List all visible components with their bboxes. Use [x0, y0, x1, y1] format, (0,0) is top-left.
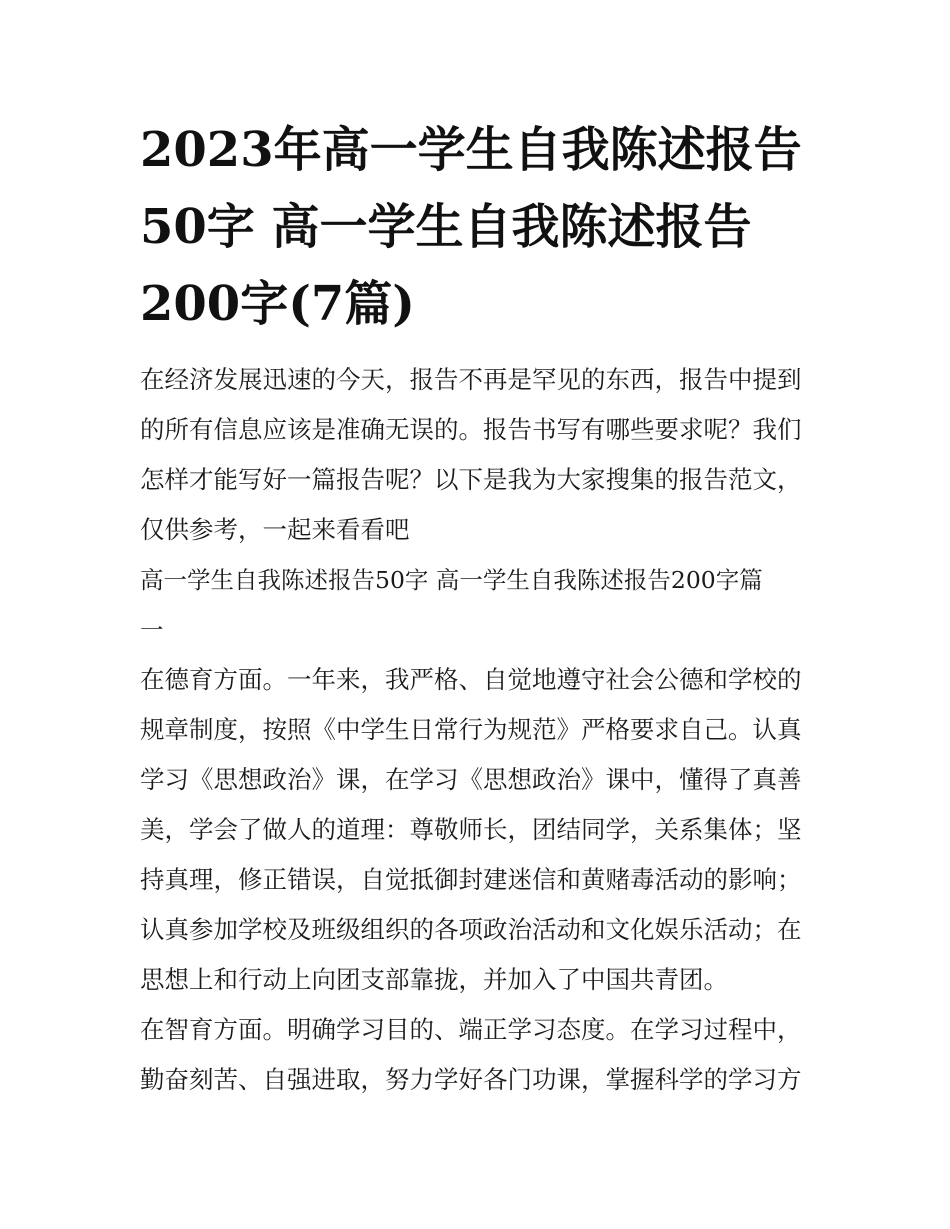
text-line: 的所有信息应该是准确无误的。报告书写有哪些要求呢？我们 — [140, 415, 802, 444]
section-heading — [140, 555, 830, 655]
intellectual-education-paragraph — [140, 1005, 830, 1105]
text-line: 学习《思想政治》课，在学习《思想政治》课中，懂得了真善 — [140, 765, 802, 794]
text-line: 思想上和行动上向团支部靠拢，并加入了中国共青团。 — [140, 965, 728, 994]
text-line: 认真参加学校及班级组织的各项政治活动和文化娱乐活动；在 — [140, 915, 802, 944]
moral-education-paragraph — [140, 655, 830, 1005]
text-line: 一 — [140, 616, 164, 644]
title-line: 2023年高一学生自我陈述报告 — [140, 122, 802, 178]
text-line: 勤奋刻苦、自强进取，努力学好各门功课，掌握科学的学习方 — [140, 1065, 802, 1094]
title-line: 50字 高一学生自我陈述报告 — [140, 199, 752, 255]
text-line: 怎样才能写好一篇报告呢？以下是我为大家搜集的报告范文， — [140, 465, 802, 494]
text-line: 规章制度，按照《中学生日常行为规范》严格要求自己。认真 — [140, 715, 802, 744]
text-line: 在经济发展迅速的今天，报告不再是罕见的东西，报告中提到 — [140, 365, 802, 394]
document-body — [140, 355, 830, 1105]
document-title — [140, 112, 820, 343]
text-line: 高一学生自我陈述报告50字 高一学生自我陈述报告200字篇 — [140, 566, 763, 594]
intro-paragraph — [140, 355, 830, 555]
text-line: 持真理，修正错误，自觉抵御封建迷信和黄赌毒活动的影响； — [140, 865, 802, 894]
text-line: 美，学会了做人的道理：尊敬师长，团结同学，关系集体；坚 — [140, 815, 802, 844]
title-line: 200字(7篇) — [140, 276, 416, 332]
text-line: 在智育方面。明确学习目的、端正学习态度。在学习过程中， — [140, 1015, 802, 1044]
text-line: 在德育方面。一年来，我严格、自觉地遵守社会公德和学校的 — [140, 665, 802, 694]
text-line: 仅供参考，一起来看看吧 — [140, 515, 410, 544]
